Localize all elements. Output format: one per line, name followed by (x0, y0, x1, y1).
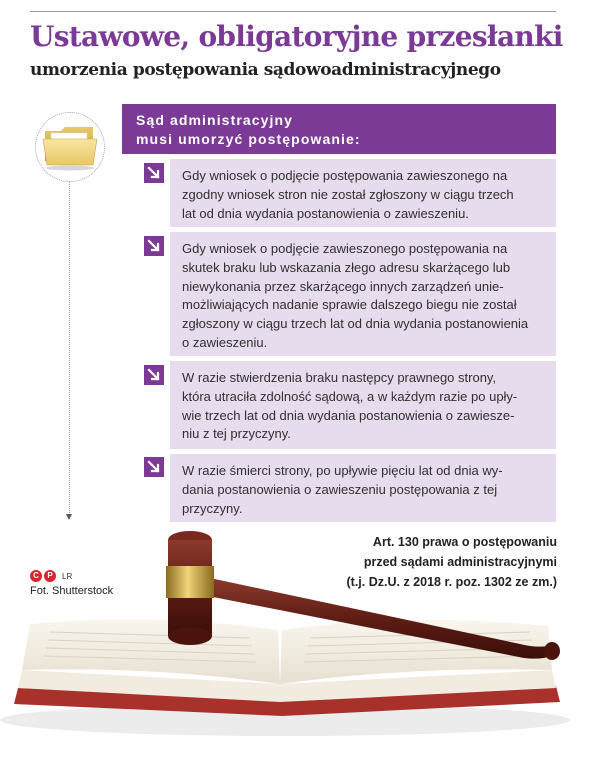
source-line: (t.j. Dz.U. z 2018 r. poz. 1302 ze zm.) (346, 575, 557, 589)
source-citation (347, 532, 558, 592)
section-header (122, 104, 556, 154)
folder-icon (41, 123, 99, 171)
item-text-line: przyczyny. (182, 500, 243, 516)
arrow-down-right-icon (144, 163, 164, 183)
item-text-line: zgłoszony w ciągu trzech lat od dnia wydania postanowienia (182, 316, 529, 332)
page-title: Ustawowe, obligatoryjne przesłanki (30, 20, 563, 53)
item-text-line: niu z tej przyczyny. (182, 426, 291, 442)
header-line: Sąd administracyjny (136, 112, 294, 128)
header-line: musi umorzyć postępowanie: (136, 131, 361, 147)
author-initials: LR (62, 571, 73, 581)
item-text-line: dania postanowienia o zawieszeniu postępowania z tej (182, 481, 498, 497)
item-text-line: zgodny wniosek stron nie został zgłoszony w ciągu trzech (182, 186, 514, 202)
item-text-line: Gdy wniosek o podjęcie postępowania zawieszonego na (182, 168, 508, 183)
item-text-line: możliwiających nadanie sprawie dalszego biegu nie został (182, 297, 517, 313)
arrow-down-right-icon (144, 457, 164, 477)
arrow-down-right-icon (144, 365, 164, 385)
timeline-line (69, 182, 70, 515)
item-text-line: która utraciła zdolność sądową, a w każdym razie po upły- (182, 388, 518, 404)
item-text-line: Gdy wniosek o podjęcie zawieszonego postępowania na (182, 241, 508, 256)
item-text-line: W razie śmierci strony, po upływie pięciu lat od dnia wy- (182, 463, 503, 478)
list-item (170, 159, 556, 227)
item-text-line: W razie stwierdzenia braku następcy prawnego strony, (182, 370, 497, 385)
list-item (170, 232, 556, 356)
item-text-line: niewykonania przez skarżącego innych zarządzeń unie- (182, 278, 504, 294)
page-subtitle: umorzenia postępowania sądowoadministracyjnego (30, 60, 501, 80)
source-line: przed sądami administracyjnymi (363, 555, 557, 569)
item-text-line: lat od dnia wydania postanowienia o zawieszeniu. (182, 205, 469, 221)
folder-badge (35, 112, 105, 182)
list-item (170, 454, 556, 522)
item-text-line: o zawieszeniu. (182, 334, 268, 350)
logo-p: P (44, 570, 56, 582)
credit (30, 569, 113, 597)
photo-credit: Fot. Shutterstock (30, 585, 114, 597)
cp-logo (30, 569, 113, 583)
item-text-line: skutek braku lub wskazania złego adresu skarżącego lub (182, 259, 511, 275)
top-rule (30, 11, 556, 12)
list-item (170, 361, 556, 449)
item-text-line: wie trzech lat od dnia wydania postanowienia o zawiesze- (182, 407, 515, 423)
arrow-down-right-icon (144, 236, 164, 256)
logo-c: C (30, 570, 42, 582)
source-line: Art. 130 prawa o postępowaniu (372, 535, 557, 549)
